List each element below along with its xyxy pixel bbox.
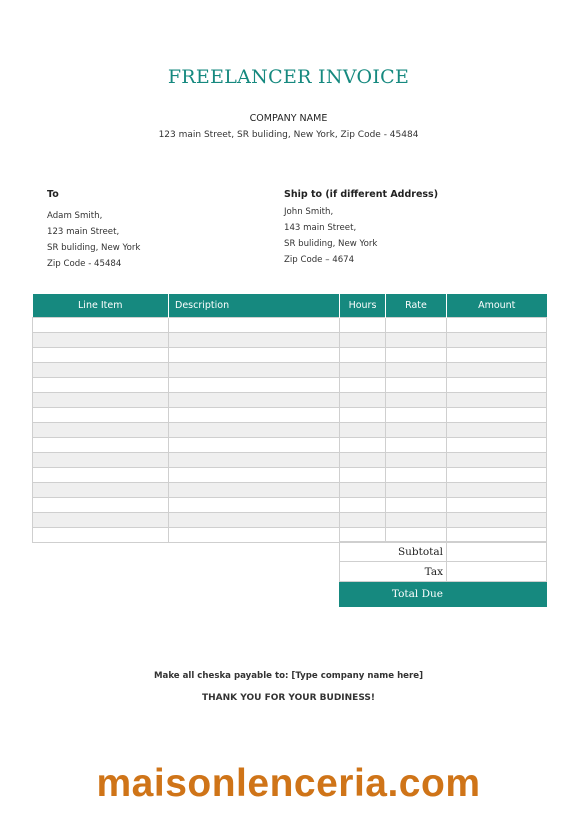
rate-cell[interactable] [386,333,447,348]
description-cell[interactable] [169,393,340,408]
hours-cell[interactable] [340,408,386,423]
amount-cell[interactable] [447,483,547,498]
amount-cell[interactable] [447,453,547,468]
company-name: COMPANY NAME [249,113,328,124]
total-due-value[interactable] [447,582,547,607]
amount-cell[interactable] [447,438,547,453]
line-item-cell[interactable] [33,438,169,453]
description-cell[interactable] [169,423,340,438]
amount-cell[interactable] [447,408,547,423]
line-item-cell[interactable] [33,318,169,333]
hours-cell[interactable] [340,483,386,498]
payable-note: Make all cheska payable to: [Type company name here] [153,671,424,681]
subtotal-label: Subtotal [340,542,447,562]
description-cell[interactable] [169,468,340,483]
rate-cell[interactable] [386,423,447,438]
line-item-cell[interactable] [33,348,169,363]
col-header-amount: Amount [447,294,547,318]
table-row [33,318,547,333]
rate-cell[interactable] [386,318,447,333]
bill-to-zip: Zip Code - 45484 [47,259,122,269]
bill-to-street: 123 main Street, [47,227,120,237]
description-cell[interactable] [169,408,340,423]
amount-cell[interactable] [447,393,547,408]
bill-to-header: To [47,189,59,200]
line-item-cell[interactable] [33,453,169,468]
amount-cell[interactable] [447,318,547,333]
description-cell[interactable] [169,333,340,348]
hours-cell[interactable] [340,423,386,438]
subtotal-value[interactable] [447,542,547,562]
amount-cell[interactable] [447,468,547,483]
line-item-cell[interactable] [33,498,169,513]
description-cell[interactable] [169,318,340,333]
hours-cell[interactable] [340,363,386,378]
ship-to-block [284,189,438,268]
table-row [33,468,547,483]
line-item-cell[interactable] [33,393,169,408]
table-row [33,423,547,438]
description-cell[interactable] [169,348,340,363]
table-row [33,453,547,468]
hours-cell[interactable] [340,333,386,348]
line-item-cell[interactable] [33,333,169,348]
tax-label: Tax [340,562,447,582]
tax-row [340,562,547,582]
amount-cell[interactable] [447,423,547,438]
col-header-rate: Rate [386,294,447,318]
description-cell[interactable] [169,363,340,378]
amount-cell[interactable] [447,513,547,528]
line-item-cell[interactable] [33,408,169,423]
rate-cell[interactable] [386,393,447,408]
line-item-cell[interactable] [33,483,169,498]
hours-cell[interactable] [340,318,386,333]
table-row [33,348,547,363]
bill-to-name: Adam Smith, [47,211,103,221]
hours-cell[interactable] [340,453,386,468]
table-row [33,498,547,513]
amount-cell[interactable] [447,333,547,348]
description-cell[interactable] [169,498,340,513]
rate-cell[interactable] [386,408,447,423]
rate-cell[interactable] [386,468,447,483]
table-row [33,513,547,528]
hours-cell[interactable] [340,378,386,393]
bill-to-block [47,189,140,272]
description-cell[interactable] [169,453,340,468]
line-item-cell[interactable] [33,528,169,543]
ship-to-zip: Zip Code – 4674 [284,255,355,265]
line-item-cell[interactable] [33,423,169,438]
description-cell[interactable] [169,513,340,528]
total-due-row [340,582,547,607]
description-cell[interactable] [169,378,340,393]
amount-cell[interactable] [447,363,547,378]
rate-cell[interactable] [386,453,447,468]
subtotal-row [340,542,547,562]
line-item-cell[interactable] [33,513,169,528]
table-row [33,408,547,423]
ship-to-header: Ship to (if different Address) [284,189,439,200]
hours-cell[interactable] [340,438,386,453]
ship-to-name: John Smith, [284,207,334,217]
hours-cell[interactable] [340,513,386,528]
hours-cell[interactable] [340,393,386,408]
hours-cell[interactable] [340,498,386,513]
total-due-label: Total Due [340,582,447,607]
watermark-text: maisonlenceria.com [96,762,481,805]
amount-cell[interactable] [447,498,547,513]
tax-value[interactable] [447,562,547,582]
description-cell[interactable] [169,438,340,453]
table-row [33,333,547,348]
amount-cell[interactable] [447,378,547,393]
rate-cell[interactable] [386,498,447,513]
table-row [33,363,547,378]
rate-cell[interactable] [386,363,447,378]
amount-cell[interactable] [447,348,547,363]
rate-cell[interactable] [386,438,447,453]
rate-cell[interactable] [386,348,447,363]
table-row [33,438,547,453]
col-header-line-item: Line Item [33,294,169,318]
ship-to-city: SR buliding, New York [284,239,378,249]
description-cell[interactable] [169,528,340,543]
invoice-title: FREELANCER INVOICE [167,66,410,88]
line-item-cell[interactable] [33,378,169,393]
col-header-description: Description [169,294,340,318]
line-item-cell[interactable] [33,468,169,483]
line-item-cell[interactable] [33,363,169,378]
rate-cell[interactable] [386,513,447,528]
line-items-table [32,294,547,543]
table-row [33,378,547,393]
totals-table [339,541,547,607]
description-cell[interactable] [169,483,340,498]
col-header-hours: Hours [340,294,386,318]
ship-to-street: 143 main Street, [284,223,357,233]
table-row [33,393,547,408]
company-address: 123 main Street, SR buliding, New York, Zip Code - 45484 [158,130,419,140]
table-row [33,483,547,498]
rate-cell[interactable] [386,483,447,498]
rate-cell[interactable] [386,378,447,393]
bill-to-city: SR buliding, New York [47,243,141,253]
thank-you-note: THANK YOU FOR YOUR BUDINESS! [202,693,375,703]
hours-cell[interactable] [340,468,386,483]
table-header-row [33,294,547,318]
hours-cell[interactable] [340,348,386,363]
